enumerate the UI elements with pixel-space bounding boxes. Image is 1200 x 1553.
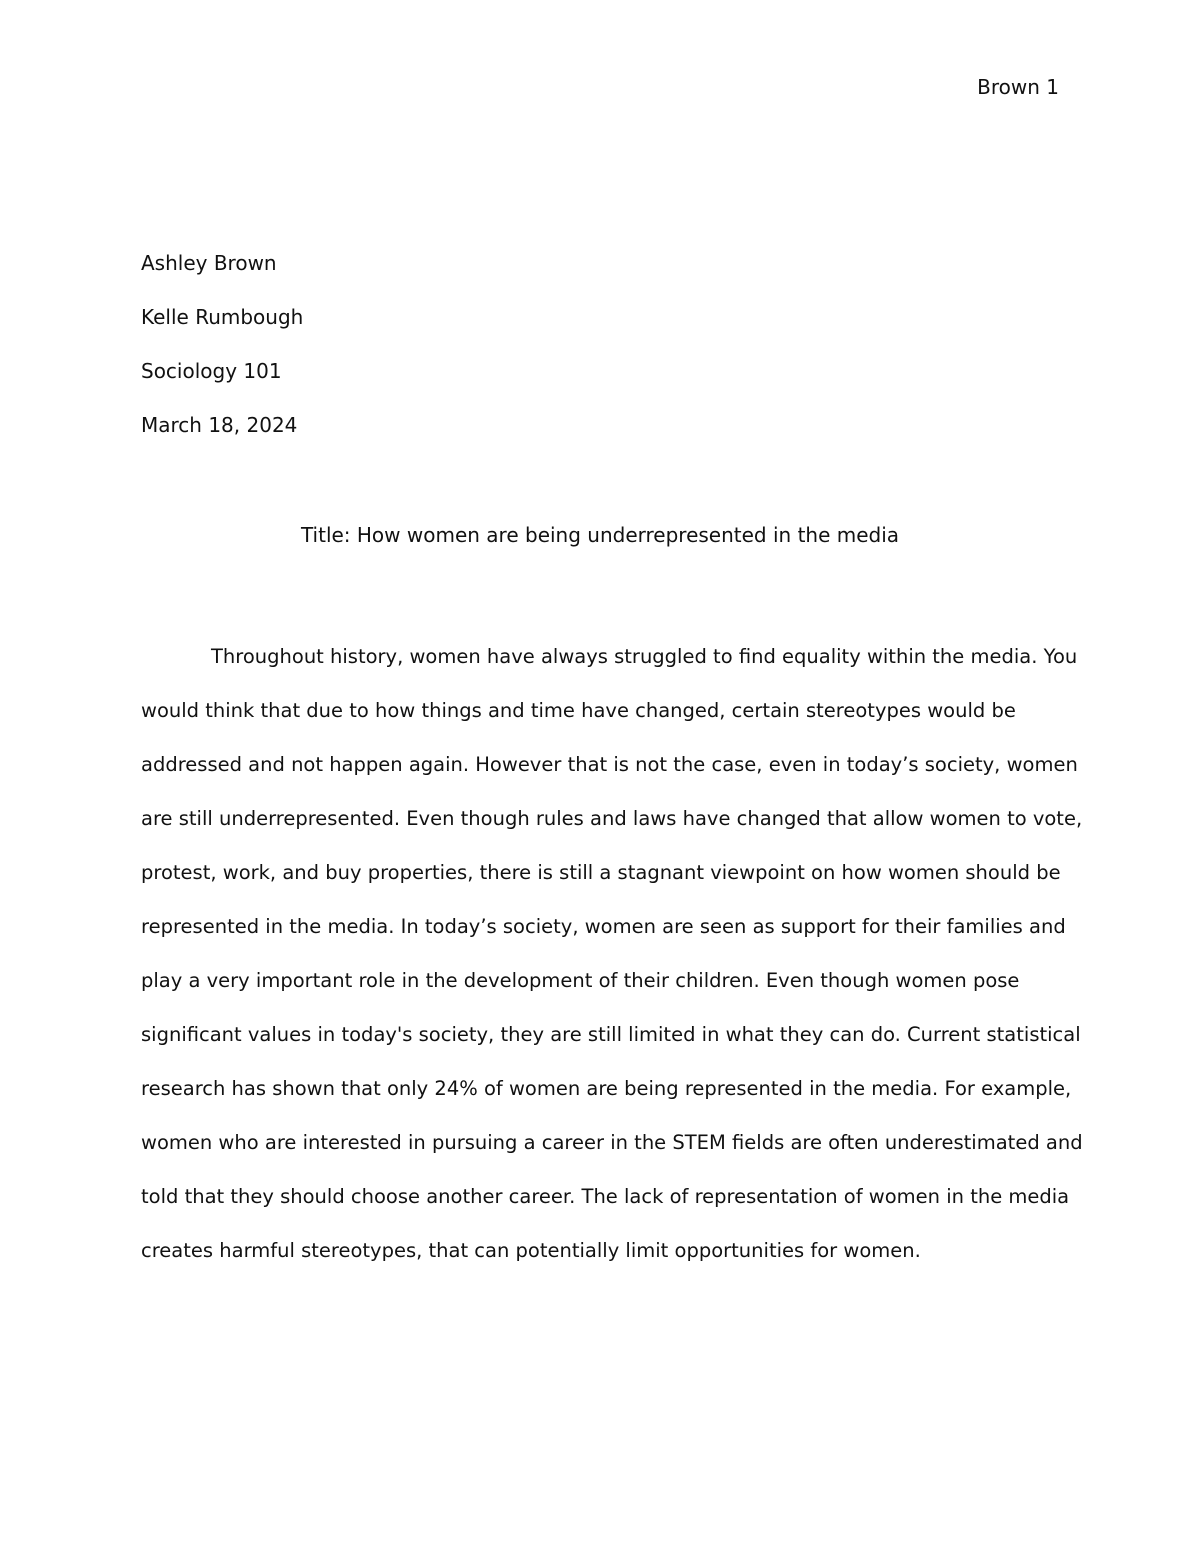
paragraph-line: represented in the media. In today’s society, women are seen as support for their families and bbox=[141, 915, 1066, 938]
course-name: Sociology 101 bbox=[141, 359, 282, 383]
mla-heading bbox=[141, 250, 1059, 466]
paragraph-line: Throughout history, women have always struggled to find equality within the media. You bbox=[211, 645, 1078, 668]
instructor-name: Kelle Rumbough bbox=[141, 305, 304, 329]
student-name: Ashley Brown bbox=[141, 251, 277, 275]
body-paragraph bbox=[141, 630, 1083, 1278]
running-header: Brown 1 bbox=[977, 75, 1059, 99]
paragraph-line: protest, work, and buy properties, there is still a stagnant viewpoint on how women should be bbox=[141, 861, 1061, 884]
paragraph-line: creates harmful stereotypes, that can potentially limit opportunities for women. bbox=[141, 1239, 921, 1262]
paragraph-line: are still underrepresented. Even though rules and laws have changed that allow women to vote, bbox=[141, 807, 1083, 830]
paragraph-line: told that they should choose another career. The lack of representation of women in the media bbox=[141, 1185, 1070, 1208]
essay-title: Title: How women are being underrepresented in the media bbox=[300, 523, 900, 547]
paragraph-line: addressed and not happen again. However that is not the case, even in today’s society, women bbox=[141, 753, 1078, 776]
date-line: March 18, 2024 bbox=[141, 413, 298, 437]
paragraph-line: women who are interested in pursuing a career in the STEM fields are often underestimated and bbox=[141, 1131, 1083, 1154]
paragraph-line: significant values in today's society, they are still limited in what they can do. Current statistical bbox=[141, 1023, 1081, 1046]
paragraph-line: play a very important role in the development of their children. Even though women pose bbox=[141, 969, 1020, 992]
paragraph-line: would think that due to how things and time have changed, certain stereotypes would be bbox=[141, 699, 1016, 722]
paragraph-line: research has shown that only 24% of women are being represented in the media. For example, bbox=[141, 1077, 1072, 1100]
